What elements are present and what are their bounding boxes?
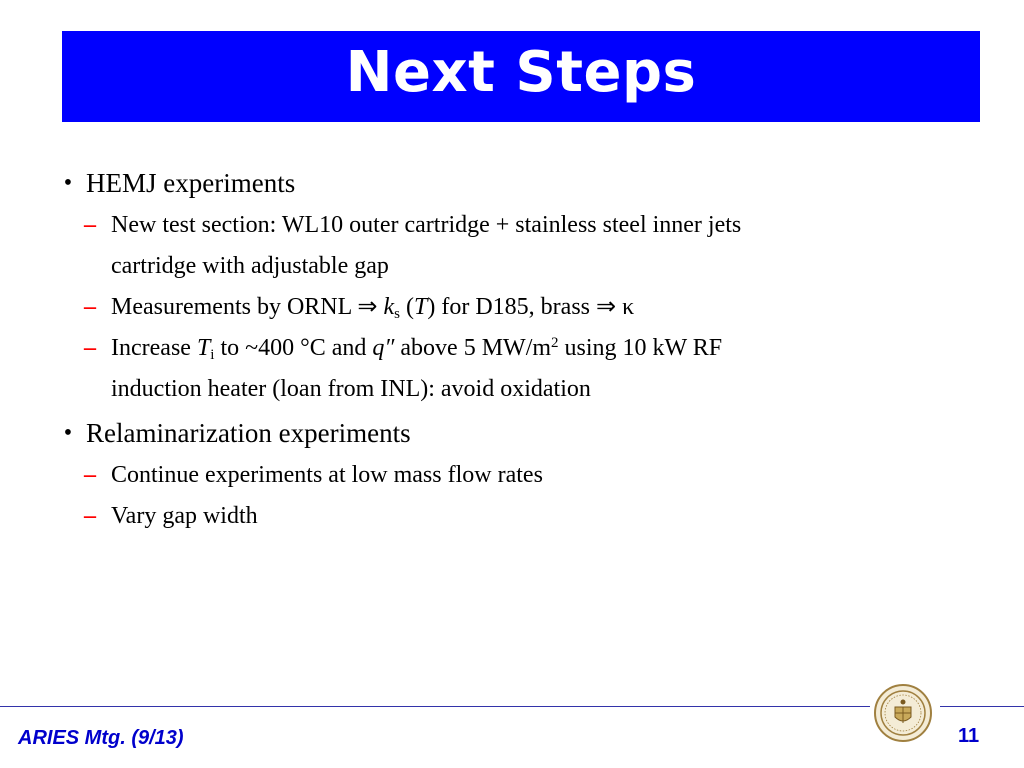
sub-bullet-item: [58, 287, 978, 328]
dash-glyph: –: [84, 212, 96, 238]
title-bar: [62, 31, 980, 122]
var-T: T: [414, 294, 428, 320]
dash-glyph: –: [84, 335, 96, 361]
footer-meeting-label: ARIES Mtg. (9/13): [18, 727, 184, 749]
bullet-item: [58, 164, 978, 202]
text-run: Increase: [111, 335, 197, 361]
implies-symbol: ⇒: [596, 294, 617, 320]
text-run: to ~400 °C and: [214, 335, 373, 361]
sub-bullet-item: [58, 205, 978, 287]
dash-glyph: –: [84, 503, 96, 529]
footer-divider: [0, 706, 870, 707]
sub-bullet-item: [58, 496, 978, 537]
text-run: above 5 MW/m: [394, 335, 552, 361]
sub-bullet-item: [58, 328, 978, 410]
superscript-2: 2: [551, 335, 559, 351]
kappa-symbol: κ: [616, 294, 635, 320]
footer-divider-right: [940, 706, 1024, 707]
bullet-text: HEMJ experiments: [86, 168, 296, 198]
implies-symbol: ⇒: [357, 294, 378, 320]
text-run: ) for D185, brass: [427, 294, 597, 320]
text-run: (: [400, 294, 415, 320]
slide-content: [58, 164, 978, 537]
dash-glyph: –: [84, 294, 96, 320]
georgia-tech-seal-icon: [873, 683, 933, 743]
sub-bullet-line: [111, 328, 978, 369]
slide-title: Next Steps: [345, 40, 697, 105]
sub-bullet-line: New test section: WL10 outer cartridge + stainless steel inner jets: [111, 212, 742, 238]
bullet-glyph: •: [63, 420, 73, 446]
text-run: using 10 kW RF: [558, 335, 723, 361]
sub-bullet-line: induction heater (loan from INL): avoid oxidation: [111, 376, 591, 402]
sub-bullet-line: Continue experiments at low mass flow rates: [111, 462, 543, 488]
dash-glyph: –: [84, 462, 96, 488]
var-k: k: [383, 294, 395, 320]
var-T: T: [196, 335, 211, 361]
bullet-glyph: •: [63, 170, 73, 196]
subscript-i: i: [210, 347, 215, 363]
sub-bullet-item: [58, 455, 978, 496]
var-q: q″: [372, 335, 395, 361]
sub-bullet-line: cartridge with adjustable gap: [111, 253, 389, 279]
sub-bullet-line: [111, 287, 978, 328]
subscript-s: s: [394, 306, 401, 322]
text-run: Measurements by ORNL: [111, 294, 358, 320]
bullet-item: [58, 414, 978, 452]
sub-bullet-line: Vary gap width: [111, 503, 258, 529]
bullet-text: Relaminarization experiments: [86, 418, 411, 448]
page-number: 11: [958, 725, 980, 747]
